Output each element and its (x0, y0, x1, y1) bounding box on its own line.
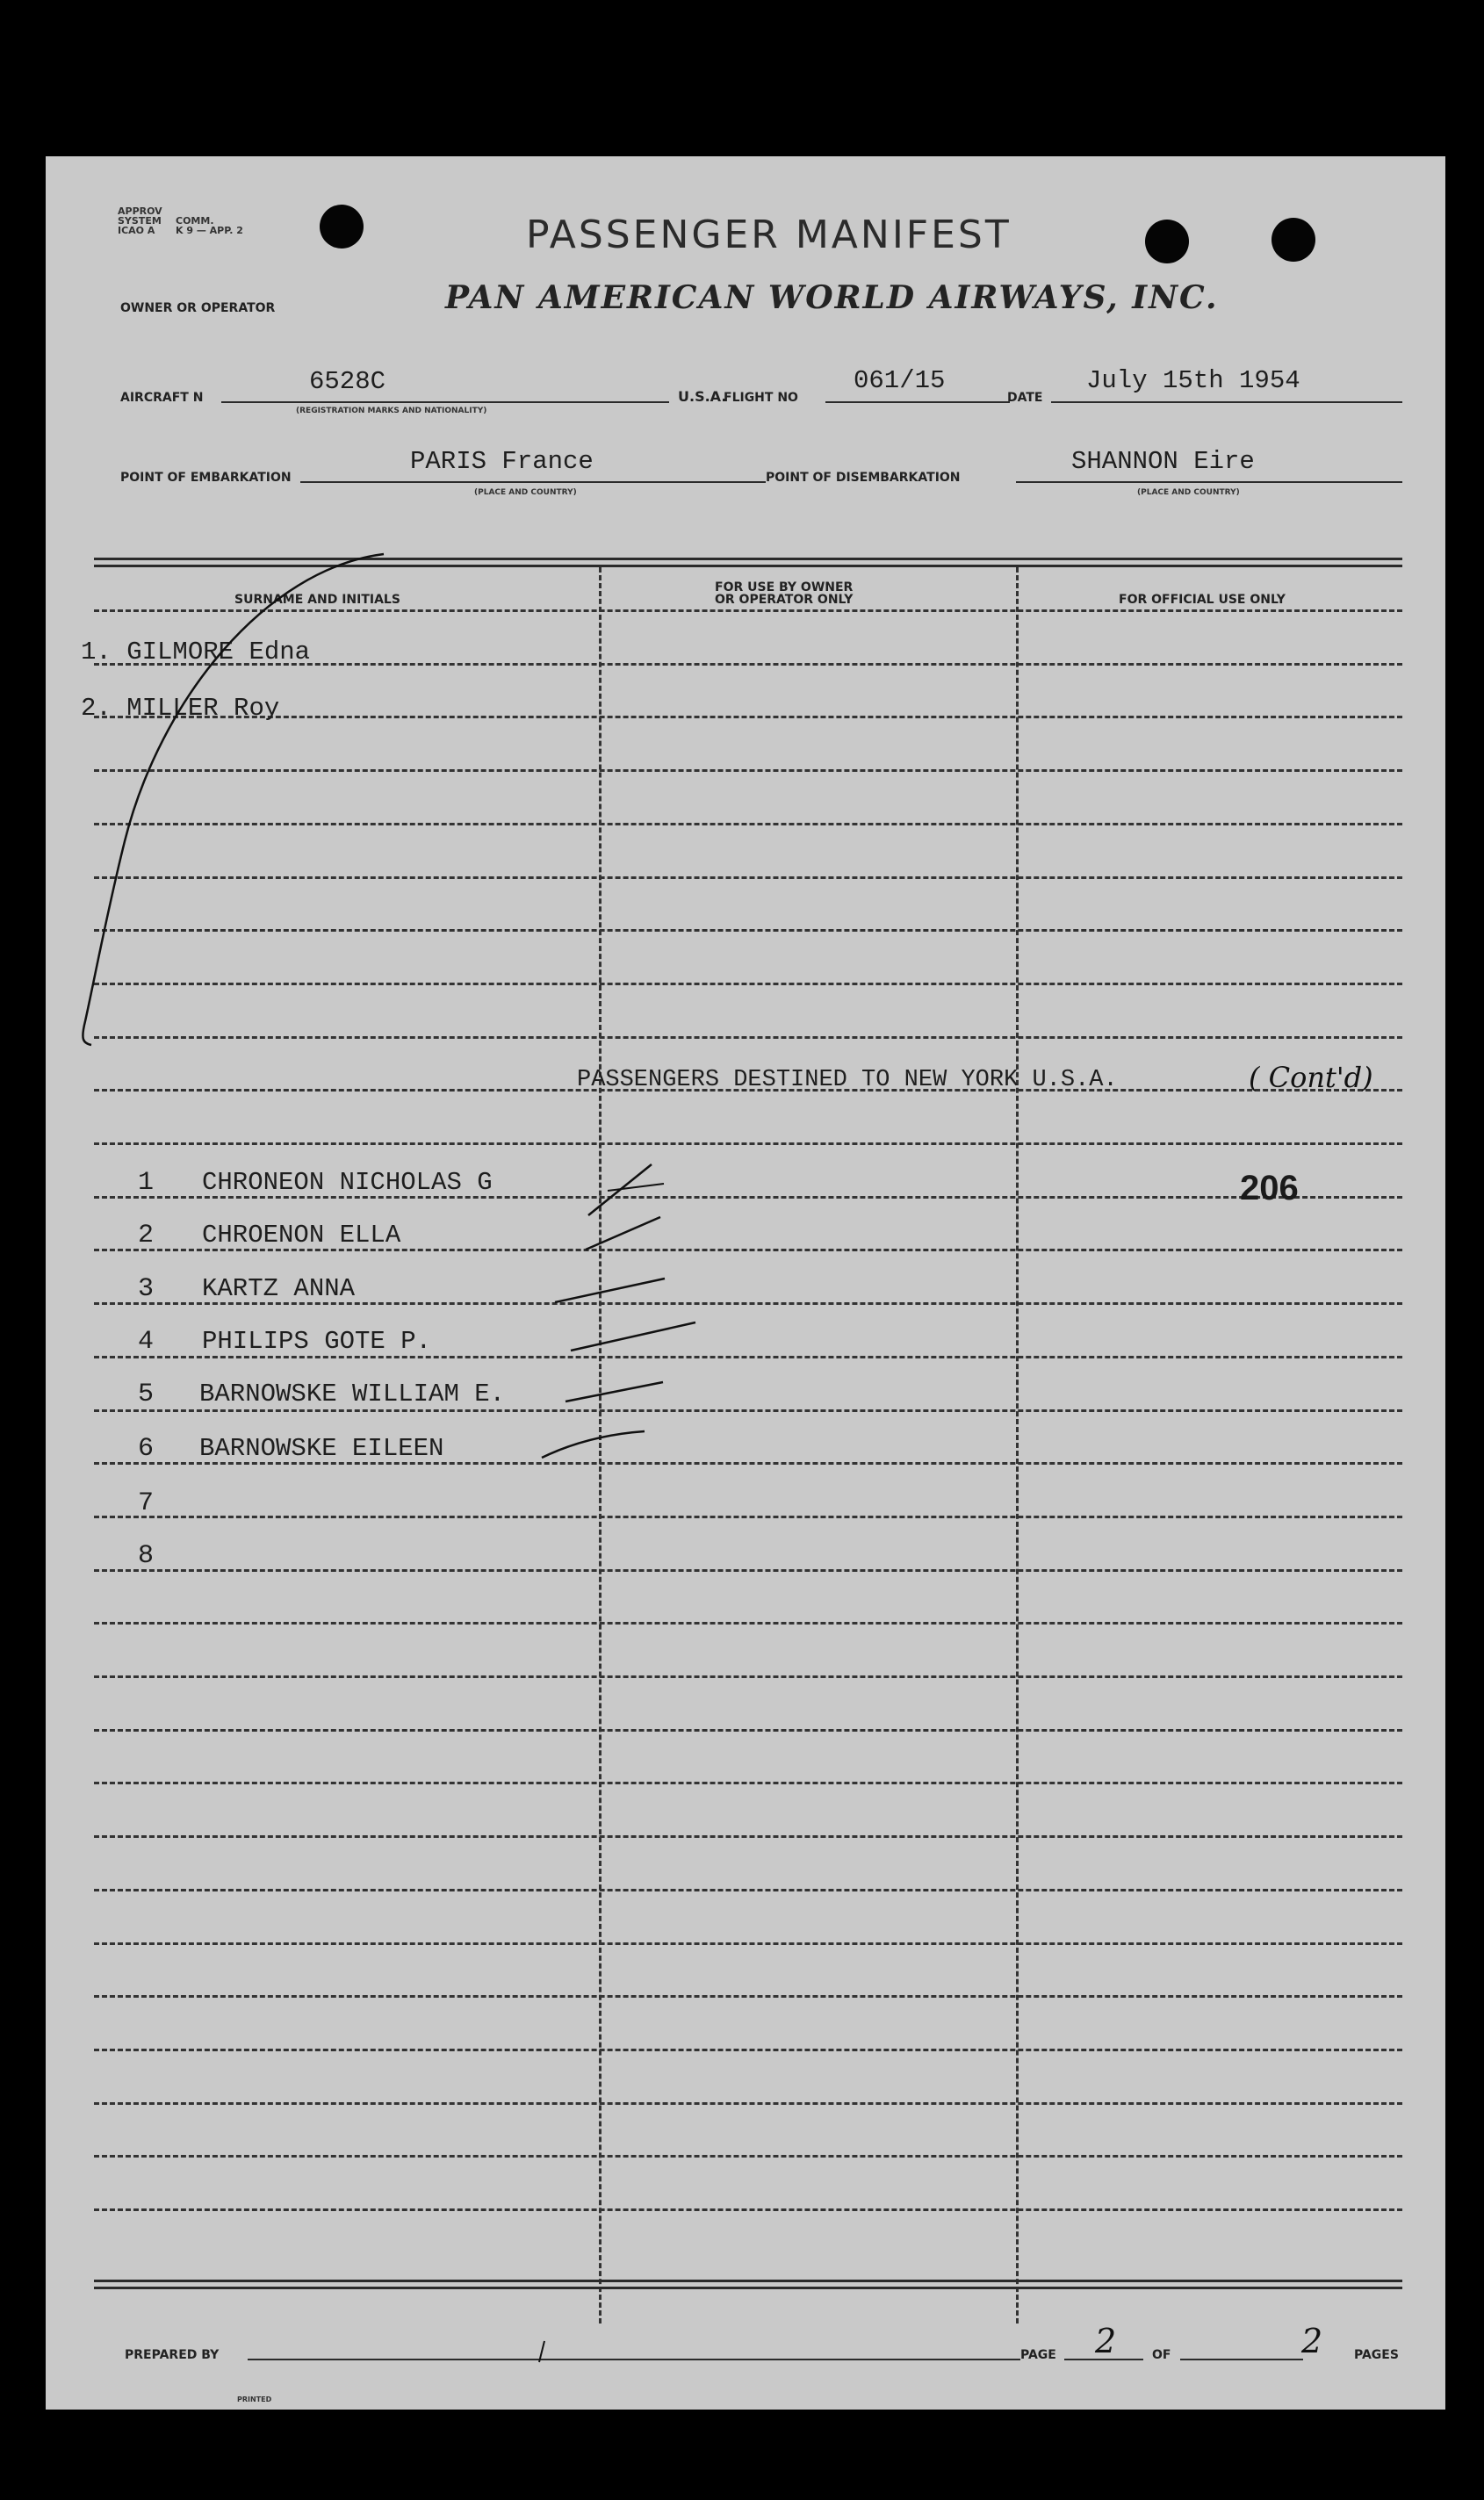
approval-line: COMM. (176, 215, 214, 227)
aircraft-label: AIRCRAFT N (120, 391, 204, 405)
section-note: ( Cont'd) (1249, 1061, 1373, 1094)
checkmark-stroke (542, 1431, 645, 1458)
date-label: DATE (1007, 391, 1043, 405)
ny-passenger-name: CHRONEON NICHOLAS G (202, 1168, 493, 1197)
disembark-label: POINT OF DISEMBARKATION (766, 471, 961, 485)
airline-name: PAN AMERICAN WORLD AIRWAYS, INC. (445, 279, 1219, 316)
checkmark-stroke (571, 1322, 695, 1351)
registration-caption: (REGISTRATION MARKS AND NATIONALITY) (296, 407, 487, 415)
embark-value: PARIS France (410, 447, 594, 476)
column-owner-use-line1: FOR USE BY OWNER (715, 580, 854, 594)
ny-passenger-name: BARNOWSKE WILLIAM E. (199, 1380, 506, 1409)
embark-caption: (PLACE AND COUNTRY) (474, 488, 577, 497)
passenger-number: 2. (81, 694, 112, 723)
ny-passenger-number: 6 (138, 1434, 155, 1464)
page-number: 2 (1095, 2322, 1117, 2360)
ny-passenger-number: 2 (138, 1221, 155, 1250)
bracket-pen-stroke (83, 554, 384, 1045)
embark-label: POINT OF EMBARKATION (120, 471, 292, 485)
approval-line: ICAO A (118, 225, 155, 236)
total-pages: 2 (1301, 2322, 1323, 2360)
owner-label: OWNER OR OPERATOR (120, 301, 276, 315)
manifest-sheet (46, 156, 1445, 2410)
printer-mark: PRINTED (237, 2396, 272, 2403)
prepared-label: PREPARED BY (125, 2348, 220, 2362)
aircraft-value: 6528C (309, 367, 386, 396)
disembark-caption: (PLACE AND COUNTRY) (1137, 488, 1240, 497)
pen-marks (46, 156, 1445, 2410)
ny-passenger-number: 8 (138, 1541, 155, 1571)
column-owner-use-line2: OR OPERATOR ONLY (715, 593, 854, 607)
ny-passenger-name: PHILIPS GOTE P. (202, 1327, 432, 1356)
page-label: PAGE (1020, 2348, 1056, 2362)
passenger-number: 1. (81, 638, 112, 666)
passenger-name: MILLER Roy (126, 694, 280, 723)
ny-passenger-number: 5 (138, 1380, 155, 1409)
of-label: OF (1152, 2348, 1171, 2362)
checkmark-stroke (608, 1184, 664, 1191)
passenger-name: GILMORE Edna (126, 638, 311, 666)
checkmark-stroke (555, 1279, 665, 1302)
pages-label: PAGES (1354, 2348, 1399, 2362)
section-heading: PASSENGERS DESTINED TO NEW YORK U.S.A. (577, 1067, 1118, 1093)
approval-line: APPROV (118, 205, 162, 217)
signature-mark (539, 2341, 544, 2362)
ny-passenger-name: CHROENON ELLA (202, 1221, 401, 1250)
flight-number: 061/15 (854, 366, 946, 395)
ny-passenger-name: BARNOWSKE EILEEN (199, 1434, 444, 1463)
ny-passenger-number: 1 (138, 1168, 155, 1198)
approval-line: SYSTEM (118, 215, 162, 227)
date-value: July 15th 1954 (1086, 366, 1300, 395)
checkmark-stroke (566, 1382, 663, 1401)
ny-passenger-name: KARTZ ANNA (202, 1274, 356, 1303)
column-surname: SURNAME AND INITIALS (234, 593, 400, 607)
official-number: 206 (1240, 1169, 1299, 1207)
usa-label: U.S.A. (678, 388, 727, 405)
disembark-value: SHANNON Eire (1071, 447, 1255, 476)
approval-line: K 9 — APP. 2 (176, 225, 243, 236)
checkmark-stroke (586, 1217, 660, 1250)
column-official: FOR OFFICIAL USE ONLY (1119, 593, 1286, 607)
flight-label: FLIGHT NO (724, 391, 798, 405)
ny-passenger-number: 4 (138, 1327, 155, 1357)
form-title: PASSENGER MANIFEST (526, 213, 1012, 257)
ny-passenger-number: 3 (138, 1274, 155, 1304)
ny-passenger-number: 7 (138, 1488, 155, 1518)
